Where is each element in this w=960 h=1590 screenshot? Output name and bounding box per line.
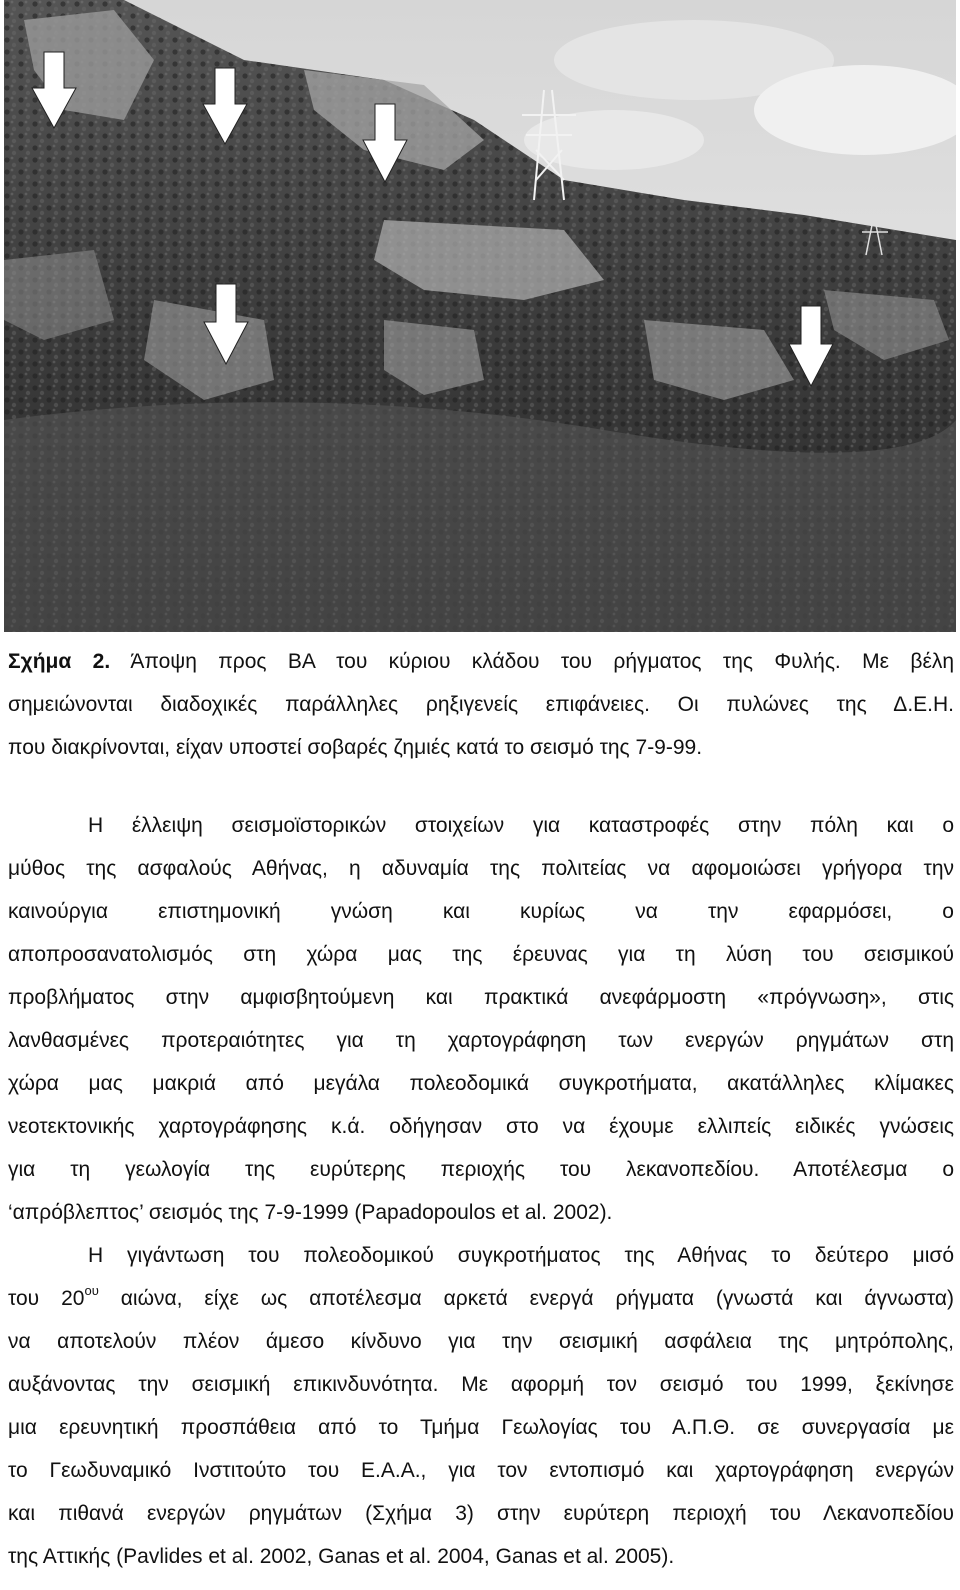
text-line: νεοτεκτονικής χαρτογράφησης κ.ά. οδήγησαν στο να έχουμε ελλιπείς ειδικές γνώσεις [8, 1115, 954, 1138]
text-line: του $20^{o\upsilon}$ αιώνα, είχε ως αποτέλεσμα αρκετά ενεργά ρήγματα (γνωστά και άγνωστα) [8, 1283, 954, 1310]
body-text [8, 804, 954, 1578]
caption-line: σημειώνονται διαδοχικές παράλληλες ρηξιγενείς επιφάνειες. Οι πυλώνες της Δ.Ε.Η. [8, 693, 954, 716]
caption-line: που διακρίνονται, είχαν υποστεί σοβαρές ζημιές κατά το σεισμό της 7-9-99. [8, 736, 703, 759]
text-line: για τη γεωλογία της ευρύτερης περιοχής του λεκανοπεδίου. Αποτέλεσμα ο [8, 1158, 954, 1181]
text-line: μύθος της ασφαλούς Αθήνας, η αδυναμία της πολιτείας να αφομοιώσει γρήγορα την [8, 857, 954, 880]
superscript: ου [84, 1283, 99, 1298]
text-line: το Γεωδυναμικό Ινστιτούτο του Ε.Α.Α., για τον εντοπισμό και χαρτογράφηση ενεργών [8, 1459, 954, 1482]
text-line: της Αττικής (Pavlides et al. 2002, Ganas et al. 2004, Ganas et al. 2005). [8, 1545, 675, 1568]
caption-label: Σχήμα 2. [8, 650, 111, 673]
text-line: ‘απρόβλεπτος’ σεισμός της 7-9-1999 (Papadopoulos et al. 2002). [8, 1201, 613, 1224]
text-line: λανθασμένες προτεραιότητες για τη χαρτογράφηση των ενεργών ρηγμάτων στη [8, 1029, 954, 1052]
text-line: μια ερευνητική προσπάθεια από το Τμήμα Γεωλογίας του Α.Π.Θ. σε συνεργασία με [8, 1416, 954, 1439]
text-line: αυξάνοντας την σεισμική επικινδυνότητα. Με αφορμή τον σεισμό του 1999, ξεκίνησε [8, 1373, 954, 1396]
figure-caption [8, 640, 954, 769]
figure-photo [4, 0, 956, 632]
text-line: προβλήματος στην αμφισβητούμενη και πρακτικά ανεφάρμοστη «πρόγνωση», στις [8, 986, 954, 1009]
text-line: Η γιγάντωση του πολεοδομικού συγκροτήματος της Αθήνας το δεύτερο μισό [88, 1244, 954, 1267]
paragraph-1 [8, 804, 954, 1234]
hillside-photo [4, 0, 956, 632]
text-line: Η έλλειψη σεισμοϊστορικών στοιχείων για καταστροφές στην πόλη και ο [88, 814, 954, 837]
text-line: αποπροσανατολισμός στη χώρα μας της έρευνας για τη λύση του σεισμικού [8, 943, 954, 966]
paragraph-2 [8, 1234, 954, 1578]
text-line: καινούργια επιστημονική γνώση και κυρίως να την εφαρμόσει, ο [8, 900, 954, 923]
caption-line: Σχήμα 2. Άποψη προς ΒΑ του κύριου κλάδου του ρήγματος της Φυλής. Με βέλη [8, 650, 954, 673]
text-line: να αποτελούν πλέον άμεσο κίνδυνο για την σεισμική ασφάλεια της μητρόπολης, [8, 1330, 954, 1353]
text-line: χώρα μας μακριά από μεγάλα πολεοδομικά συγκροτήματα, ακατάλληλες κλίμακες [8, 1072, 954, 1095]
text-line: και πιθανά ενεργών ρηγμάτων (Σχήμα 3) στην ευρύτερη περιοχή του Λεκανοπεδίου [8, 1502, 954, 1525]
